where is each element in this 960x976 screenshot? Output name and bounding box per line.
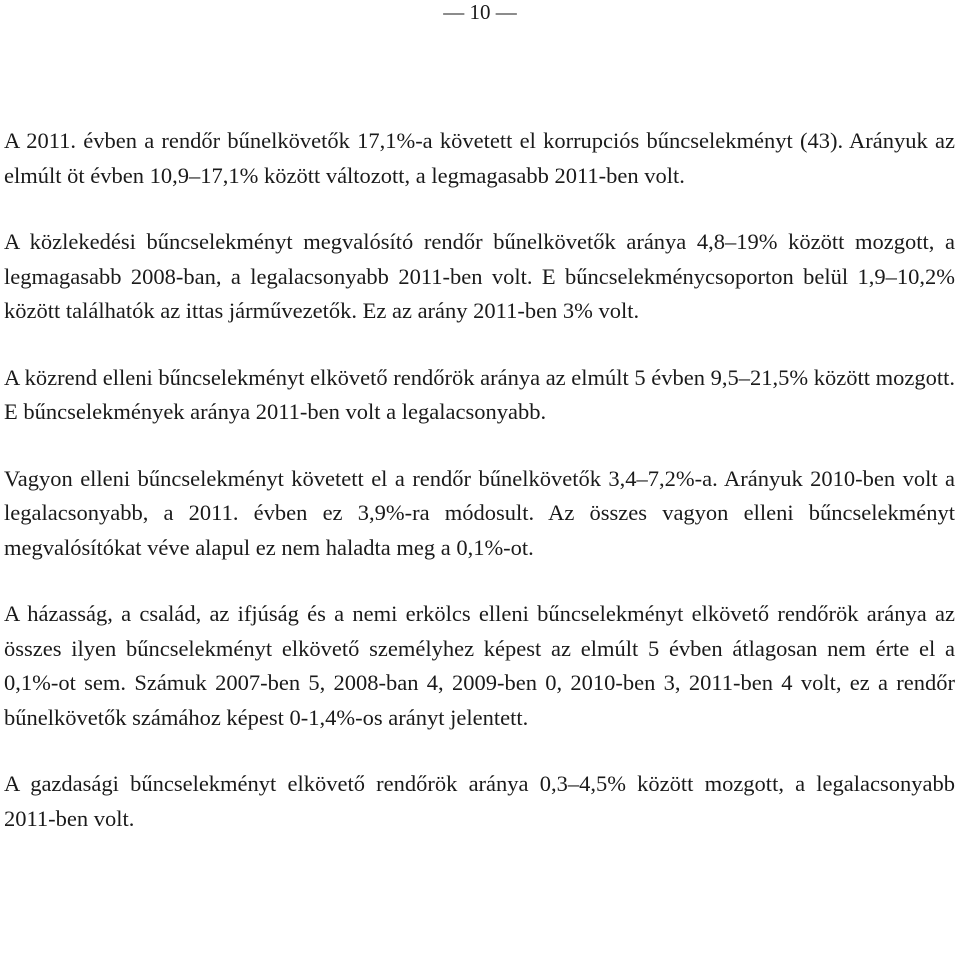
paragraph-economic: A gazdasági bűncselekményt elkövető rendőrök aránya 0,3–4,5% között mozgott, a legalacsonyabb 2011-ben volt. xyxy=(4,771,955,831)
paragraph-property: Vagyon elleni bűncselekményt követett el a rendőr bűnelkövetők 3,4–7,2%-a. Arányuk 2010-ben volt a legalacsonyabb, a 2011. évben ez 3,9%-ra módosult. Az összes vagyon elleni bűncselekményt megvalósítókat véve alapul ez nem haladta meg a 0,1%-ot. xyxy=(4,465,955,560)
paragraph-traffic: A közlekedési bűncselekményt megvalósító rendőr bűnelkövetők aránya 4,8–19% között mozgott, a legmagasabb 2008-ban, a legalacsonyabb 2011-ben volt. E bűncselekménycsoporton belül 1,9–10,2% között találhatók az ittas járművezetők. Ez az arány 2011-ben 3% volt. xyxy=(4,229,955,323)
document-body xyxy=(4,124,955,868)
paragraph-family-morals: A házasság, a család, az ifjúság és a nemi erkölcs elleni bűncselekményt elkövető rendőrök aránya az összes ilyen bűncselekményt elkövető személyhez képest az elmúlt 5 évben átlagosan nem érte el a 0,1%-ot sem. Számuk 2007-ben 5, 2008-ban 4, 2009-ben 0, 2010-ben 3, 2011-ben 4 volt, ez a rendőr bűnelkövetők számához képest 0-1,4%-os arányt jelentett. xyxy=(4,601,955,730)
paragraph-corruption: A 2011. évben a rendőr bűnelkövetők 17,1%-a követett el korrupciós bűncselekményt (43). Arányuk az elmúlt öt évben 10,9–17,1% között változott, a legmagasabb 2011-ben volt. xyxy=(4,128,955,188)
paragraph-public-order: A közrend elleni bűncselekményt elkövető rendőrök aránya az elmúlt 5 évben 9,5–21,5% között mozgott. E bűncselekmények aránya 2011-ben volt a legalacsonyabb. xyxy=(4,364,955,424)
page-number: — 10 — xyxy=(443,0,517,24)
